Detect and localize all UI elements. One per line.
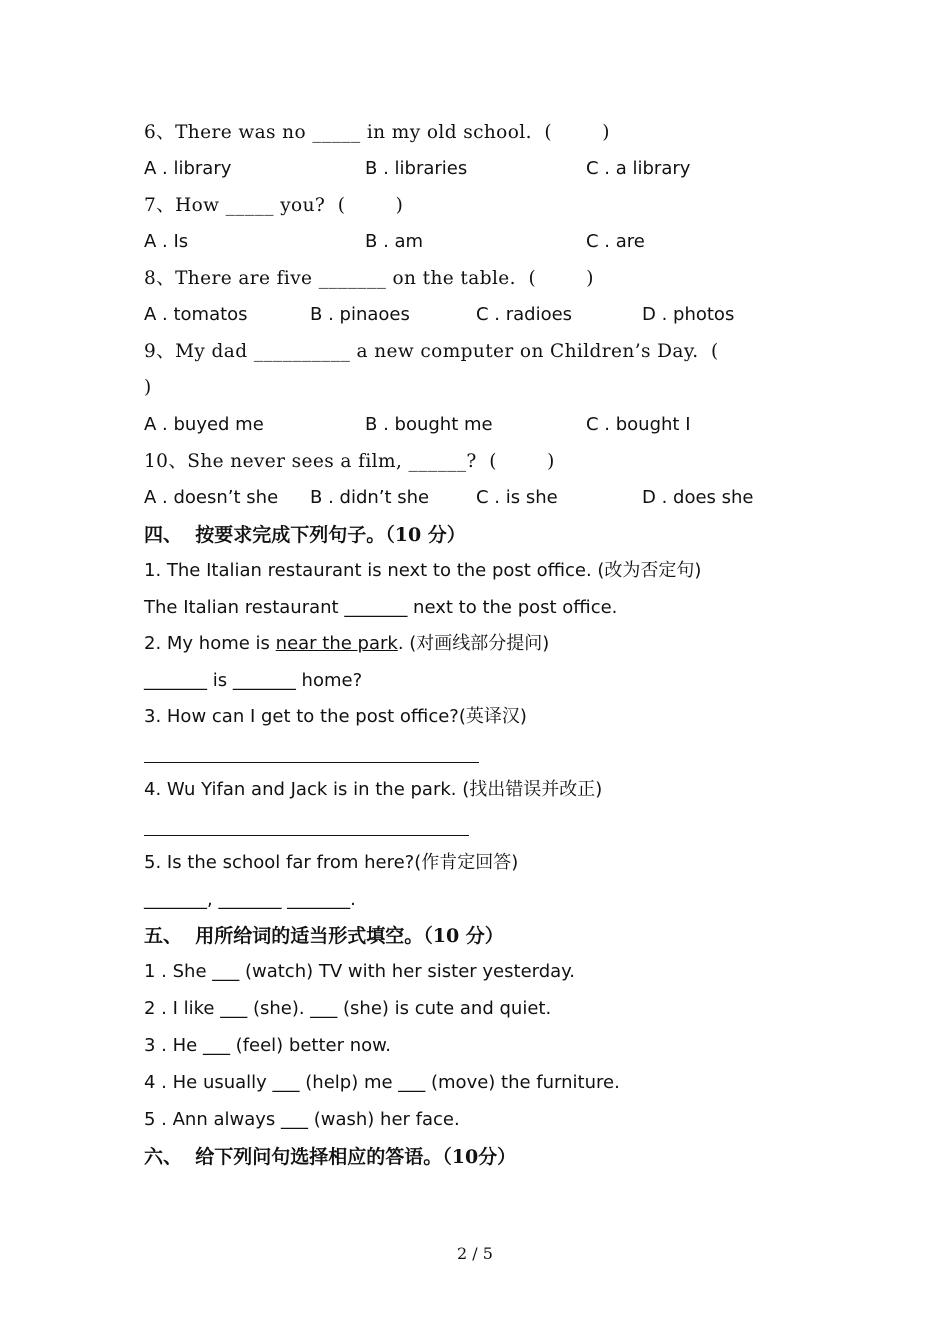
sec4-item-3-answer-line [144, 762, 479, 763]
section-4-heading: 四、 按要求完成下列句子。（10 分） [144, 524, 466, 546]
question-6: 6、There was no _____ in my old school. ( ) [144, 122, 610, 143]
sec4-item-1: 1. The Italian restaurant is next to the post office. (改为否定句) [144, 560, 702, 581]
q7-option-b: B . am [365, 231, 424, 252]
sec4-item-5: 5. Is the school far from here?(作肯定回答) [144, 852, 519, 873]
q10-option-c: C . is she [476, 487, 558, 508]
section-6-heading: 六、 给下列问句选择相应的答语。（10分） [144, 1146, 517, 1168]
q6-option-b: B . libraries [365, 158, 468, 179]
q9-option-c: C . bought I [586, 414, 691, 435]
q8-option-b: B . pinaoes [310, 304, 410, 325]
q8-option-c: C . radioes [476, 304, 573, 325]
sec5-item-5: 5 . Ann always ___ (wash) her face. [144, 1109, 460, 1130]
sec4-item-2-underlined: near the park [275, 633, 398, 654]
page-number: 2 / 5 [457, 1244, 493, 1263]
sec4-item-5-answer: _______, _______ _______. [144, 889, 356, 910]
q8-option-d: D . photos [642, 304, 735, 325]
sec4-item-2-answer: _______ is _______ home? [144, 670, 363, 691]
question-9: 9、My dad __________ a new computer on Children’s Day. ( [144, 341, 719, 362]
sec5-item-3: 3 . He ___ (feel) better now. [144, 1035, 391, 1056]
q9-option-a: A . buyed me [144, 414, 264, 435]
sec4-item-3: 3. How can I get to the post office?(英译汉) [144, 706, 527, 727]
q10-option-d: D . does she [642, 487, 754, 508]
sec4-item-2-post: . (对画线部分提问) [397, 633, 550, 654]
sec5-item-4: 4 . He usually ___ (help) me ___ (move) the furniture. [144, 1072, 620, 1093]
q6-option-a: A . library [144, 158, 232, 179]
q10-option-b: B . didn’t she [310, 487, 430, 508]
q9-option-b: B . bought me [365, 414, 493, 435]
q10-option-a: A . doesn’t she [144, 487, 279, 508]
question-7: 7、How _____ you? ( ) [144, 195, 404, 216]
section-5-heading: 五、 用所给词的适当形式填空。（10 分） [144, 925, 504, 947]
question-10: 10、She never sees a film, ______? ( ) [144, 451, 555, 472]
sec4-item-2-pre: 2. My home is [144, 633, 276, 654]
question-9-paren: ) [144, 377, 152, 398]
q7-option-c: C . are [586, 231, 645, 252]
question-8: 8、There are five _______ on the table. ( ) [144, 268, 594, 289]
sec5-item-1: 1 . She ___ (watch) TV with her sister yesterday. [144, 961, 575, 982]
sec4-item-2 [144, 635, 549, 653]
sec4-item-4-answer-line [144, 835, 469, 836]
q6-option-c: C . a library [586, 158, 691, 179]
sec5-item-2: 2 . I like ___ (she). ___ (she) is cute and quiet. [144, 998, 552, 1019]
q8-option-a: A . tomatos [144, 304, 248, 325]
sec4-item-1-answer: The Italian restaurant _______ next to the post office. [144, 597, 618, 618]
sec4-item-4: 4. Wu Yifan and Jack is in the park. (找出错误并改正) [144, 779, 603, 800]
q7-option-a: A . Is [144, 231, 189, 252]
